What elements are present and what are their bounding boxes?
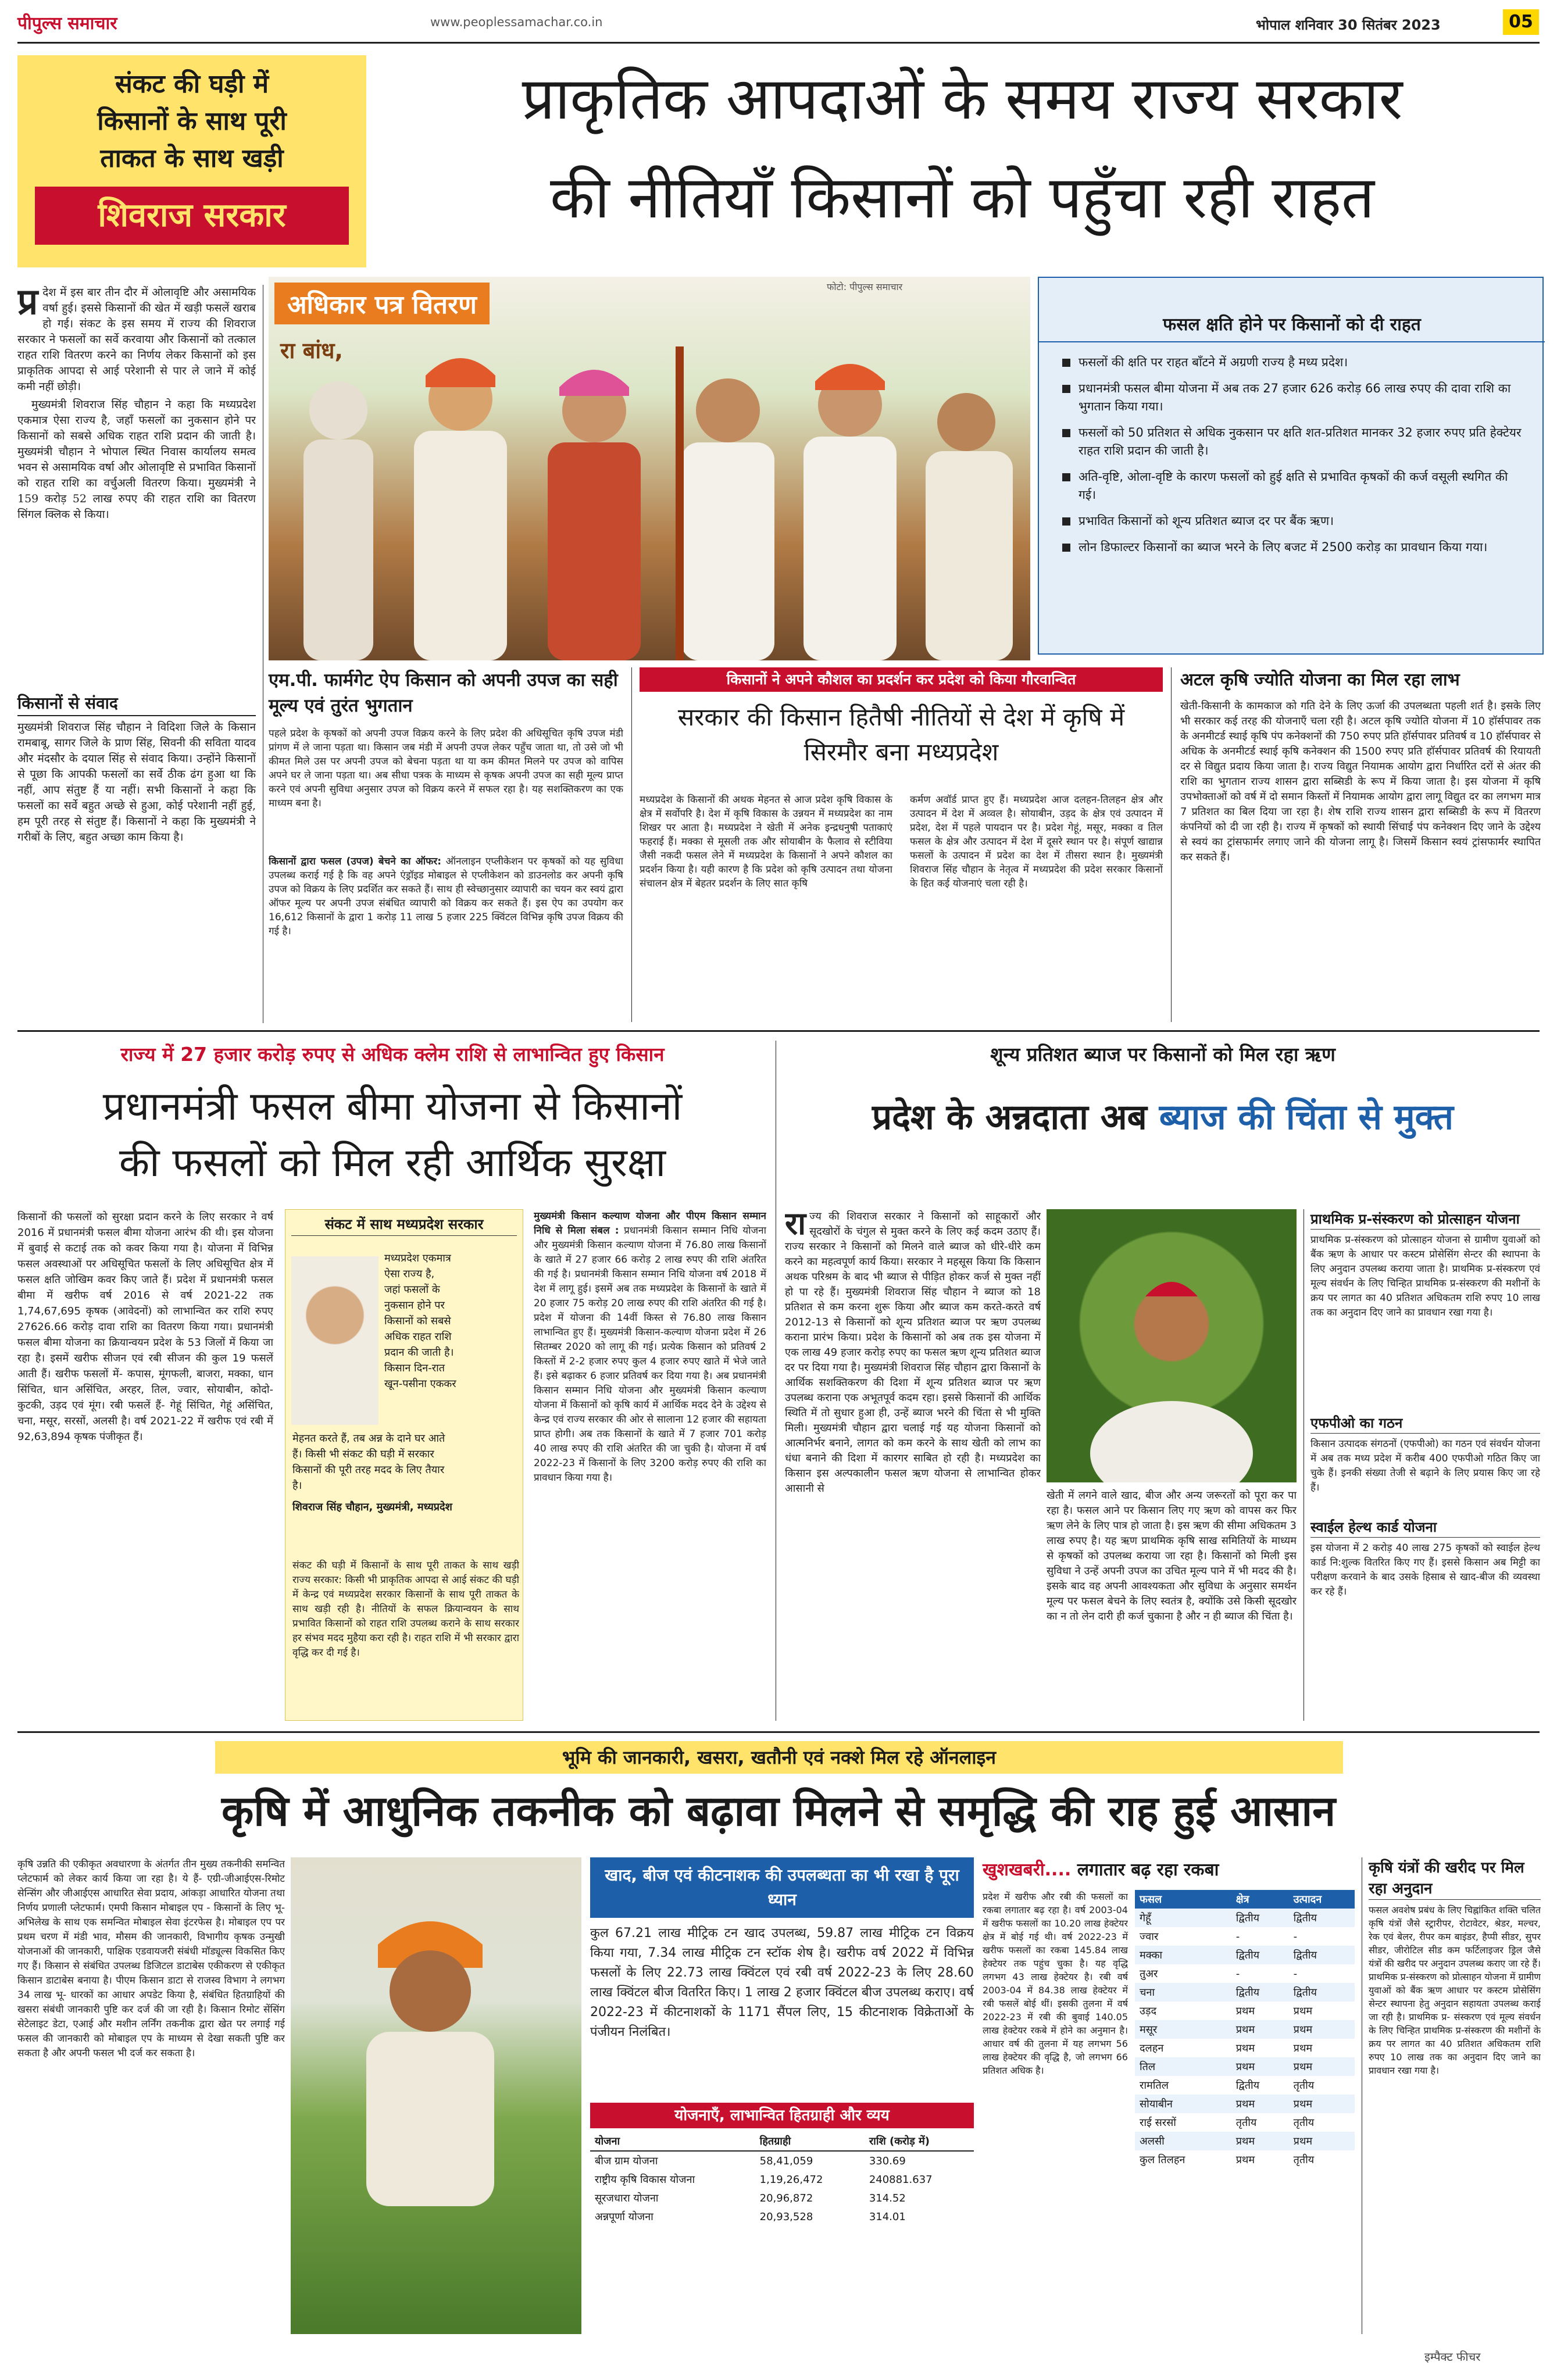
relief-item: फसलों को 50 प्रतिशत से अधिक नुकसान पर क्षति शत-प्रतिशत मानकर 32 हजार रुपए प्रति हेक्टेयर राहत राशि प्रदान की जाती है। [1062,424,1527,460]
cm-quote-box-bottom: संकट की घड़ी में किसानों के साथ पूरी ताकत के साथ खड़ी राज्य सरकार: किसी भी प्राकृतिक आपदा से आई संकट की घड़ी में केन्द्र एवं मध्यप्रदेश सरकार किसानों के साथ पूरी ताकत के साथ खड़ी रही है। नीतियों के सफल क्रियान्वयन के साथ प्रभावित किसानों को राहत राशि उपलब्ध कराने के साथ सरकार हर संभव मदद मुहैया करा रही है। राहत राशि में भी सरकार द्वारा वृद्धि कर दी गई है। [292,1560,519,1659]
table-header: उत्पादन [1293,1893,1322,1906]
column-divider [631,667,632,1022]
table-row: राई सरसों तृतीय तृतीय [1140,2117,1315,2129]
center-story-col-1: मध्यप्रदेश के किसानों की अथक मेहनत से आज प्रदेश कृषि विकास के क्षेत्र में सर्वोपरि है। देश में कृषि विकास के उन्नयन में मध्यप्रदेश का नाम शिखर पर आता है। मध्यप्रदेश ने खेती में अनेक इन्द्रधनुषी पताकाएं फहराई हैं। मक्का से मूसली तक और सोयाबीन के फैलाव से स्टीविया जैसी नकदी फसल लेने में मध्यप्रदेश के किसानों ने अपने कौशल का प्रदर्शन किया है। यही कारण है कि प्रदेश को कृषि उत्पादन तथा योजना संचालन क्षेत्र में बेहतर प्रदर्शन के लिए सात कृषि [640,794,892,889]
intro-para-2: मुख्यमंत्री शिवराज सिंह चौहान ने कहा कि मध्यप्रदेश एकमात्र ऐसा राज्य है, जहाँ फसलों का नुकसान होने पर किसानों को सबसे अधिक राहत राशि प्रदान की जाती है। मुख्यमंत्री चौहान ने भोपाल स्थित निवास कार्यालय समत्व भवन से असामयिक वर्षा और ओलावृष्टि से प्रभावित किसानों को राहत राशि का वर्चुअली वितरण किया। मुख्यमंत्री ने 159 करोड़ 52 लाख रुपए की राहत राशि का वितरण सिंगल क्लिक से किया। [17,398,256,521]
banner-side-highlight: शिवराज सरकार [35,187,349,245]
cm-quote-box-title: संकट में साथ मध्यप्रदेश सरकार [291,1213,517,1236]
table-header: राशि (करोड़ में) [869,2135,930,2147]
machine-subsidy-body: फसल अवशेष प्रबंध के लिए चिह्नांकित शक्ति चलित कृषि यंत्रों जैसे स्ट्रारीपर, रोटावेटर, श्रेडर, मल्चर, रेक एवं बेलर, रीपर कम बाइंडर, हैप्पी सीडर, सुपर सीडर, जीरोटिल सीड कम फर्टिलाइजर ड्रिल जैसे यंत्रों की खरीद पर अनुदान उपलब्ध कराए जा रहे हैं। प्राथमिक प्र-संस्करण को प्रोत्साहन योजना में ग्रामीण युवाओं को बैंक ऋण आधार पर कस्टम प्रोसेसिंग सेन्टर स्थापना हेतु अनुदान सहायता उपलब्ध कराई जा रही है। प्राथमिक प्र- संस्करण एवं मूल्य संवर्धन के लिए चिन्हित प्राथमिक प्र-संस्करण की मशीनों के क्रय पर लागत का 40 प्रतिशत अधिकतम राशि रुपए 10 लाख तक का अनुदान दिए जाने का प्रावधान रखा गया है। [1369,1904,1541,2076]
farmgate-para-2 [269,855,623,982]
farmer-field-photo [291,1857,581,2334]
farmer-turban-figure [291,1857,581,2334]
machine-subsidy-box [1369,1857,1541,2334]
loan-sidebar [1310,1209,1540,1721]
fertilizer-body: कुल 67.21 लाख मीट्रिक टन खाद उपलब्ध, 59.87 लाख मीट्रिक टन विक्रय किया गया, 7.34 लाख मीट्रिक टन स्टॉक शेष है। खरीफ वर्ष 2022 में विभिन्न फसलों के लिए 22.73 लाख क्विंटल एवं रबी वर्ष 2022-23 के लिए 28.60 लाख क्विंटल बीज वितरित किए। 1 लाख 2 हजार क्विंटल बीज उपलब्ध कराए। वर्ष 2022-23 में कीटनाशकों के 1171 सैंपल लिए, 15 कीटनाशक विक्रेताओं के पंजीयन निलंबित। [590,1926,974,2039]
sidebar-body-soil: इस योजना में 2 करोड़ 40 लाख 275 कृषकों को स्वाईल हेल्थ कार्ड नि:शुल्क वितरित किए गए हैं। इससे किसान अब मिट्टी का परीक्षण करवाने के बाद उसके हिसाब से खाद-बीज की व्यवस्था कर रहे हैं। [1310,1542,1540,1598]
banner-side-box [17,55,366,267]
cm-quote-box [285,1209,523,1721]
bullet-icon [1062,517,1070,526]
table-row: मक्का द्वितीय द्वितीय [1135,1946,1355,1964]
table-header: फसल [1140,1893,1162,1906]
intro-para-1: देश में इस बार तीन दौर में ओलावृष्टि और असामयिक वर्षा हुई। इससे किसानों की खेत में खड़ी फसलें खराब हो गई। संकट के इस समय में राज्य की शिवराज सरकार ने फसलों का सर्वे करवाया और किसानों को तत्काल राहत राशि वितरण करने का निर्णय लेकर किसानों को इस प्राकृतिक आपदा से आई परेशानी से पार ले जाने में कोई कमी नहीं छोड़ी। [17,286,256,393]
loan-body-2: खेती में लगने वाले खाद, बीज और अन्य जरूरतों को पूरा कर पा रहा है। फसल आने पर किसान लिए गए ऋण को वापस कर फिर ऋण लेने के लिए पात्र हो जाता है। इस ऋण की सीमा अधिकतम 3 लाख रुपए है। यह ऋण प्राथमिक कृषि साख समितियों के माध्यम से कृषकों को उपलब्ध कराया जा रहा है। किसानों को मिली इस सुविधा ने उन्हें अपनी उपज का उचित मूल्य पाने में भी मदद की है। इसके बाद वह अपनी आवश्यकता और सुविधा के अनुसार समर्थन मूल्य पर फसल बेचने के लिए स्वतंत्र है, क्योंकि उसे किसी सूदखोर का न तो लेन दारी ही कर्ज चुकाना है और न ही ब्याज की चिंता है। [1047,1489,1297,1623]
bullet-icon [1062,544,1070,552]
table-row: चना द्वितीय द्वितीय [1135,1983,1355,2002]
bullet-icon [1062,429,1070,437]
cm-quote-lines: मध्यप्रदेश एकमात्र ऐसा राज्य है, जहां फसलों के नुकसान होने पर किसानों को सबसे अधिक राहत राशि प्रदान की जाती है। किसान दिन-रात खून-पसीना एककर [384,1252,456,1390]
atal-body: खेती-किसानी के कामकाज को गति देने के लिए ऊर्जा की उपलब्धता पहली शर्त है। इसके लिए भी सरकार कई तरह की योजनाएँ चला रही है। अटल कृषि ज्योति योजना में 10 हॉर्सपावर तक के अनमीटर्ड स्थाई कृषि पंप कनेक्शनों की 750 रुपए प्रति हॉर्सपावर प्रतिवर्ष व 10 हॉर्सपावर से अधिक के अनमीटर्ड स्थाई कृषि कनेक्शन की 1500 रुपए प्रति हॉर्सपावर प्रतिवर्ष की रियायती दर से विद्युत प्रदाय किया जाता है। राज्य विद्युत नियामक आयोग द्वारा निर्धारित दरों से अंतर की राशि का भुगतान राज्य शासन द्वारा सब्सिडी के रूप में किया जाता है। इस योजना में कृषि उपभोक्ताओं को वर्ष में दो समान किस्तों में नियामक आयोग द्वारा लागू विद्युत दर का लगभग मात्र 7 प्रतिशत का बिल दिया जा रहा है। शेष राशि राज्य शासन द्वारा सब्सिडी के रूप में वितरण कंपनियों को दी जा रही है। राज्य में कृषकों को स्थायी सिंचाई पंप कनेक्शन दिए जाने के उद्देश्य से स्वयं का ट्रांसफार्मर लगाए जाने की योजना लागू है। जिसमें किसान स्वयं ट्रांसफार्मर स्थापित कर सकते हैं। [1180,700,1541,863]
page-number: 05 [1503,9,1539,35]
section-rule [17,1731,1540,1733]
table-row: ज्वार - - [1140,1930,1298,1943]
relief-item: लोन डिफाल्टर किसानों का ब्याज भरने के लिए बजट में 2500 करोड़ का प्रावधान किया गया। [1062,538,1527,556]
machine-subsidy-title: कृषि यंत्रों की खरीद पर मिल रहा अनुदान [1369,1857,1541,1900]
fertilizer-box [590,1857,974,2334]
relief-item: फसलों की क्षति पर राहत बाँटने में अग्रणी राज्य है मध्य प्रदेश। [1062,353,1527,371]
loan-body-1: रा ज्य की शिवराज सरकार ने किसानों को साहूकारों और सूदखोरों के चंगुल से मुक्त करने के लिए कई कदम उठाए हैं। राज्य सरकार ने किसानों को मिलने वाले ब्याज को धीरे-धीरे कम करने का महत्वपूर्ण कार्य किया। सरकार ने महसूस किया कि किसान अथक परिश्रम के बाद भी ब्याज से पीड़ित होकर कर्ज से मुक्त नहीं हो पा रहे हैं। मुख्यमंत्री शिवराज सिंह चौहान ने ब्याज को 18 प्रतिशत से कम करना शुरू किया और ब्याज कम करते-करते वर्ष 2012-13 से किसानों को शून्य प्रतिशत ब्याज पर ऋण उपलब्ध कराना प्रारंभ किया। प्रदेश के किसानों को अब तक इस योजना में एक लाख 49 हजार करोड़ रुपए का फसल ऋण शून्य प्रतिशत ब्याज दर पर दिया गया है। मुख्यमंत्री शिवराज सिंह चौहान द्वारा किसानों के आर्थिक सशक्तिकरण की दिशा में शून्य प्रतिशत ब्याज पर ऋण उपलब्ध कराना एक अभूतपूर्व कदम रहा। इससे किसानों की आर्थिक स्थिति में तो सुधार हुआ ही, उन्हें ब्याज भरने की चिंता से भी मुक्ति मिली। मुख्यमंत्री चौहान द्वारा चलाई गई यह योजना किसानों को आत्मनिर्भर बनाने, लागत को कम करने के साथ खेती को लाभ का धंधा बनाने की दिशा में कारगर साबित हो रही है। मध्यप्रदेश का किसान इस अल्पकालीन फसल ऋण योजना से लाभान्वित होकर आसानी से [785,1209,1041,1495]
kisan-samman-head: मुख्यमंत्री किसान कल्याण योजना और पीएम किसान सम्मान निधि से मिला संबल : [534,1210,766,1237]
website-url[interactable]: www.peoplessamachar.co.in [430,15,603,29]
sidebar-body-processing: प्राथमिक प्र-संस्करण को प्रोत्साहन योजना से ग्रामीण युवाओं को बैंक ऋण के आधार पर कस्टम प्रोसेसिंग सेन्टर की स्थापना के लिए अनुदान उपलब्ध कराया जाता है। प्राथमिक प्र-संस्करण एवं मूल्य संवर्धन के लिए चिन्हित प्राथमिक प्र-संस्करण की मशीनों के क्रय पर लागत का 40 प्रतिशत अधिकतम राशि रुपए 10 लाख तक का अनुदान दिए जाने का प्रावधान रखा गया है। [1310,1234,1540,1318]
insurance-headline-2: की फसलों को मिल रही आर्थिक सुरक्षा [119,1140,666,1186]
cm-portrait [291,1256,378,1425]
center-story-col-2: कर्मण अवॉर्ड प्राप्त हुए हैं। मध्यप्रदेश आज दलहन-तिलहन क्षेत्र और उत्पादन में देश में अव्वल है। सोयाबीन, उड़द के क्षेत्र एवं उत्पादन में प्रदेश, देश में पहले पायदान पर है। प्रदेश गेहूं, मसूर, मक्का व तिल फसल के क्षेत्र और उत्पादन में देश में दूसरे स्थान पर है। संपूर्ण खाद्यान्न फसलों के उत्पादन में प्रदेश का देश में तीसरा स्थान है। मुख्यमंत्री शिवराज सिंह चौहान के नेतृत्व में मध्यप्रदेश की प्रदेश सरकार किसानों के हित कई योजनाएं चला रही है। [910,794,1163,889]
table-header: हितग्राही [759,2135,791,2147]
relief-item: अति-वृष्टि, ओला-वृष्टि के कारण फसलों को हुई क्षति से प्रभावित कृषकों की कर्ज वसूली स्थगित की गई। [1062,468,1527,504]
relief-box-title: फसल क्षति होने पर किसानों को दी राहत [1039,312,1545,342]
main-headline-line-1: प्राकृतिक आपदाओं के समय राज्य सरकार [522,65,1403,133]
relief-list [1062,353,1527,564]
loan-tag: शून्य प्रतिशत ब्याज पर किसानों को मिल रहा ऋण [990,1043,1335,1066]
tech-body: कृषि उन्नति की एकीकृत अवधारणा के अंतर्गत तीन मुख्य तकनीकी समन्वित प्लेटफार्म को लेकर कार्य किया जा रहा है। ये हैं- एग्री-जीआईएस-रिमोट सेन्सिंग और जीआईएस आधारित सेवा प्रदाय, आंकड़ा आधारित योजना तथा निर्णय प्रणाली प्लेटफार्म। एमपी किसान मोबाइल एप - किसानों के लिए भू-अभिलेख के साथ एक समन्वित मोबाइल सेवा इंटरफेस है। मोबाइल एप पर प्रथम चरण में मंडी भाव, मौसम की जानकारी, विभागीय कृषक उन्मुखी योजनाओं की जानकारी, पाक्षिक एडवायजरी संबंधी मॉड्यूल्स विकसित किए गए हैं। किसान से संबंधित उपलब्ध डिजिटल डाटाबेस एकीकरण से एकीकृत किसान डाटाबेस बनाया है। पीएम किसान डाटा से राजस्व विभाग ने लगभग 34 लाख भू- धारकों का आधार अपडेट किया है, संबंधित हितग्राहियों की खसरा संबंधी जानकारी पुष्टि कर दर्ज की जा रही है। किसान रिमोट सेंसिंग सेटेलाइट डेटा, एआई और मशीन लर्निंग तकनीक द्वारा खेत पर लगाई गई फसल की जानकारी को मोबाइल एप के माध्यम से देखा सकती पुष्टि कर सकता है और अपनी फसल भी दर्ज कर सकता है। [17,1859,285,2059]
tech-headline: कृषि में आधुनिक तकनीक को बढ़ावा मिलने से समृद्धि की राह हुई आसान [221,1786,1336,1835]
sidebar-body-fpo: किसान उत्पादक संगठनों (एफपीओ) का गठन एवं संवर्धन योजना में अब तक मध्य प्रदेश में करीब 400 एफपीओ गठित किए जा चुके हैं। इनकी संख्या तेजी से बढ़ाने के लिए प्रयास किए जा रहे हैं। [1310,1438,1540,1493]
table-row: अन्नपूर्णा योजना 20,93,528 314.01 [595,2210,906,2223]
bullet-icon [1062,473,1070,481]
people-silhouettes [269,277,1030,660]
sidebar-heading-fpo: एफपीओ का गठन [1310,1413,1540,1434]
section-subhead-dialogue: किसानों से संवाद [17,692,256,716]
farmer-figure [1047,1209,1297,1482]
table-header: क्षेत्र [1235,1893,1249,1906]
good-news-title: खुशखबरी.... लगातार बढ़ रहा रकबा [983,1860,1219,1880]
photo-credit: फोटो: पीपुल्स समाचार [827,281,903,292]
left-intro-text [17,285,256,686]
table-row: बीज ग्राम योजना 58,41,059 330.69 [595,2154,906,2167]
kisan-samman-text [534,1209,766,1721]
farmgate-story [269,667,623,1022]
loan-headline [785,1093,1541,1142]
newspaper-logo: पीपुल्स समाचार [17,13,117,34]
cm-quote-attribution: शिवराज सिंह चौहान, मुख्यमंत्री, मध्यप्रदेश [292,1501,452,1513]
farmgate-body: ऑनलाइन एप्लीकेशन पर कृषकों को यह सुविधा उपलब्ध कराई गई है कि वह अपने एंड्रॉइड मोबाइल से एप्लीकेशन को डाउनलोड कर अपनी कृषि उपज को विक्रय के लिए प्रदर्शित कर सकते हैं। साथ ही स्वेच्छानुसार व्यापारी का चयन कर स्वयं द्वारा ऑफर मूल्य पर अपनी उपज संबंधित व्यापारी को विक्रय कर सकते हैं। इस ऐप का उपयोग कर 16,612 किसानों के द्वारा 1 करोड़ 11 लाख 5 हजार 225 क्विंटल विभिन्न कृषि उपज विक्रय की गई है। [269,856,623,937]
bullet-icon [1062,385,1070,393]
crop-ranking-table [1135,1890,1355,2169]
impact-feature-credit: इम्पैक्ट फीचर [1424,2350,1481,2364]
table-header: योजना [595,2135,620,2147]
loan-headline-b: ब्याज की चिंता से मुक्त [1159,1097,1454,1138]
sidebar-heading-processing: प्राथमिक प्र-संस्करण को प्रोत्साहन योजना [1310,1209,1540,1230]
main-headline-line-2: की नीतियाँ किसानों को पहुँचा रही राहत [549,163,1375,231]
left-intro-column [17,285,256,1023]
farmgate-lead: किसानों द्वारा फसल (उपज) बेचने का ऑफर: [269,856,442,867]
column-divider [1171,667,1172,1022]
atal-headline: अटल कृषि ज्योति योजना का मिल रहा लाभ [1180,670,1460,690]
table-row: तुअर - - [1140,1967,1298,1980]
insurance-body: किसानों की फसलों को सुरक्षा प्रदान करने के लिए सरकार ने वर्ष 2016 में प्रधानमंत्री फसल बीमा योजना आरंभ की थी। इस योजना में बुवाई से कटाई तक को कवर किया गया है। योजना में विभिन्न फसल अवस्थाओं पर अधिसूचित फसलों के लिए अधिसूचित क्षेत्र में फसल क्षति जोखिम कवर किए जाते हैं। प्रदेश में प्रधानमंत्री फसल बीमा में खरीफ वर्ष 2016 से वर्ष 2021-22 तक 1,74,67,695 कृषक (आवेदनों) को लाभान्वित कर राशि रुपए 27626.66 करोड़ दावा राशि का वितरण किया गया। प्रधानमंत्री फसल बीमा योजना का क्रियान्वयन प्रदेश के 53 जिलों में किया जा रहा है। इसमें खरीफ सीजन एवं रबी सीजन की कुल 19 फसलें आती हैं। खरीफ फसलों में- कपास, मूंगफली, बाजरा, मक्का, धान सिंचित, धान असिंचित, अरहर, तिल, ज्वार, सोयाबीन, कोदो- कुटकी, उड़द एवं मूंग। रबी फसलें हैं- गेहूं सिंचित, गेहूं असिंचित, चना, मसूर, सरसों, अलसी है। वर्ष 2021-22 में खरीफ एवं रबी में 92,63,894 कृषक पंजीकृत हैं। [17,1211,273,1443]
good-news-box [983,1857,1355,2334]
table-row: राष्ट्रीय कृषि विकास योजना 1,19,26,472 240881.637 [595,2173,933,2186]
table-row: मसूर प्रथम प्रथम [1135,2020,1355,2039]
relief-item: प्रभावित किसानों को शून्य प्रतिशत ब्याज दर पर बैंक ऋण। [1062,512,1527,530]
table-row: सूरजधारा योजना 20,96,872 314.52 [595,2192,906,2204]
farmgate-headline: एम.पी. फार्मगेट ऐप किसान को अपनी उपज का सही मूल्य एवं तुरंत भुगतान [269,670,618,716]
center-story-headline: सरकार की किसान हितैषी नीतियों से देश में कृषि में सिरमौर बना मध्यप्रदेश [677,703,1125,766]
schemes-table [590,2132,974,2226]
table-row: तिल प्रथम प्रथम [1135,2057,1355,2076]
masthead [0,0,1557,47]
schemes-title: योजनाएँ, लाभान्वित हितग्राही और व्यय [590,2103,974,2128]
table-row: रामतिल द्वितीय तृतीय [1140,2079,1315,2092]
table-row: दलहन प्रथम प्रथम [1140,2042,1313,2054]
good-news-body: प्रदेश में खरीफ और रबी की फसलों का रकबा लगातार बढ़ रहा है। वर्ष 2003-04 में खरीफ फसलों का 10.20 लाख हेक्टेयर क्षेत्र में बोई गई थी। वर्ष 2022-23 में खरीफ फसलों का रकबा 145.84 लाख हेक्टेयर तक पहुंच चुका है। यह वृद्धि लगभग 43 लाख हेक्टेयर है। रबी वर्ष 2003-04 में 84.38 लाख हेक्टेयर में रबी फसलें बोई थीं। इसकी तुलना में वर्ष 2022-23 में रबी की बुवाई 140.05 लाख हेक्टेयर रकबे में होने का अनुमान है। आधार वर्ष की तुलना में यह लगभग 56 लाख हेक्टेयर की वृद्धि है, जो लगभग 66 प्रतिशत अधिक है। [983,1891,1128,2076]
cm-quote-cont: मेहनत करते हैं, तब अन्न के दाने घर आते हैं। किसी भी संकट की घड़ी में सरकार किसानों की पूरी तरह मदद के लिए तैयार है। शिवराज सिंह चौहान, मुख्यमंत्री, मध्यप्रदेश [292,1431,519,1515]
schemes-header-row [590,2132,974,2151]
table-row: उड़द प्रथम प्रथम [1140,2005,1313,2017]
intro-para-3: मुख्यमंत्री शिवराज सिंह चौहान ने विदिशा जिले के किसान रामबाबू, सागर जिले के प्राण सिंह, सिवनी की सविता यादव और मंदसौर के दयाल सिंह से संवाद किया। उन्होंने किसानों से पूछा कि आपकी फसलों का सर्वे ठीक ढंग हुआ था कि नहीं, आप संतुष्ट हैं या नहीं। सभी किसानों ने कहा कि फसलों का सर्वे बहुत अच्छे से हुआ, कोई परेशानी नहीं हुई, हम पूरी तरह से संतुष्ट हैं। किसानों ने कहा कि मुख्यमंत्री ने गरीबों के लिए, बहुत अच्छा काम किया है। [17,721,256,844]
table-row: कुल तिलहन प्रथम तृतीय [1140,2154,1315,2166]
farmer-photo [1047,1209,1297,1482]
bullet-icon [1062,359,1070,367]
photo-banner-subtext: रा बांध, [280,338,343,363]
table-row: अलसी प्रथम प्रथम [1135,2132,1355,2150]
farmgate-para-1: पहले प्रदेश के कृषकों को अपनी उपज विक्रय करने के लिए प्रदेश की अधिसूचित कृषि उपज मंडी प्रांगण में ले जाना पड़ता था। किसान जब मंडी में अपनी उपज लेकर पहुँच जाता था, तो उसे जो भी कीमत मिले उस पर अपनी उपज को बेचना पड़ता था या कम कीमत मिलने पर उपज को वापिस अपने घर ले जाना पड़ता था। अब सीधा पत्रक के माध्यम से कृषक अपनी उपज का सही मूल्य प्राप्त करने एवं अपनी सुविधा अनुसार उपज को विक्रय करने में सफल रहा है। यह सशक्तिकरण का एक माध्यम बना है। [269,728,623,809]
banner-side-line-2: किसानों के साथ पूरी [97,106,287,136]
insurance-tag: राज्य में 27 हजार करोड़ रुपए से अधिक क्लेम राशि से लाभान्वित हुए किसान [120,1043,665,1066]
atal-story [1180,667,1541,1022]
masthead-rule [17,42,1540,44]
banner-side-line-1: संकट की घड़ी में [115,69,269,99]
crop-header-row [1135,1890,1355,1909]
relief-box [1038,277,1544,655]
section-rule [17,1030,1540,1032]
loan-drop-cap: रा [785,1209,806,1242]
banner-side-line-3: ताकत के साथ खड़ी [100,144,284,173]
table-row: सोयाबीन प्रथम प्रथम [1135,2095,1355,2113]
center-story [640,667,1163,1022]
dateline: भोपाल शनिवार 30 सितंबर 2023 [1256,17,1441,33]
relief-item: प्रधानमंत्री फसल बीमा योजना में अब तक 27 हजार 626 करोड़ 66 लाख रुपए की दावा राशि का भुगतान किया गया। [1062,380,1527,416]
table-row: गेहूँ द्वितीय द्वितीय [1135,1909,1355,1927]
tech-tag: भूमि की जानकारी, खसरा, खतौनी एवं नक्शे मिल रहे ऑनलाइन [215,1741,1343,1774]
drop-cap: प्र [17,285,38,323]
cm-ceremony-photo [269,277,1030,660]
sidebar-heading-soil: स्वाईल हेल्थ कार्ड योजना [1310,1517,1540,1538]
photo-banner-text: अधिकार पत्र वितरण [274,283,490,324]
loan-headline-a: प्रदेश के अन्नदाता अब [872,1097,1159,1138]
insurance-headline-1: प्रधानमंत्री फसल बीमा योजना से किसानों [102,1084,683,1130]
kisan-samman-body: प्रधानमंत्री किसान सम्मान निधि योजना और मुख्यमंत्री किसान कल्याण योजना में 76.80 लाख किसानों के खाते में 27 हजार 66 करोड़ 2 लाख रुपए की राशि अंतरित की गई है। प्रधानमंत्री किसान सम्मान निधि योजना वर्ष 2018 में देश में लागू हुई। इसमें अब तक मध्यप्रदेश के किसानों के खाते में 20 हजार 75 करोड़ 20 लाख रुपए की राशि अंतरित की गई है। प्रदेश में योजना की 14वीं किस्त से 76.80 लाख किसान लाभान्वित हुए हैं। मुख्यमंत्री किसान-कल्याण योजना प्रदेश में 26 सितम्बर 2020 को लागू की गई। प्रत्येक किसान को प्रतिवर्ष 2 किस्तों में 2-2 हजार रुपए कुल 4 हजार रुपए खाते में भेजे जाते हैं। इसे बढ़ाकर 6 हजार प्रतिवर्ष कर दिया गया है। अब प्रधानमंत्री किसान सम्मान निधि योजना और मुख्यमंत्री किसान कल्याण योजना में किसानों को कृषि कार्य में आर्थिक मदद देने के उद्देश्य से केन्द्र एवं राज्य सरकार की ओर से सालाना 12 हजार की सहायता प्राप्त होगी। अब तक किसानों के खाते में 7 हजार 701 करोड़ 40 लाख रुपए की राशि अंतरित की जा चुकी है। योजना में वर्ष 2022-23 में किसानों के लिए 3200 करोड़ रुपए की राशि का प्रावधान किया गया है। [534,1225,766,1484]
fertilizer-title: खाद, बीज एवं कीटनाशक की उपलब्धता का भी रखा है पूरा ध्यान [590,1857,974,1918]
center-story-tag: किसानों ने अपने कौशल का प्रदर्शन कर प्रदेश को किया गौरवान्वित [640,667,1163,692]
